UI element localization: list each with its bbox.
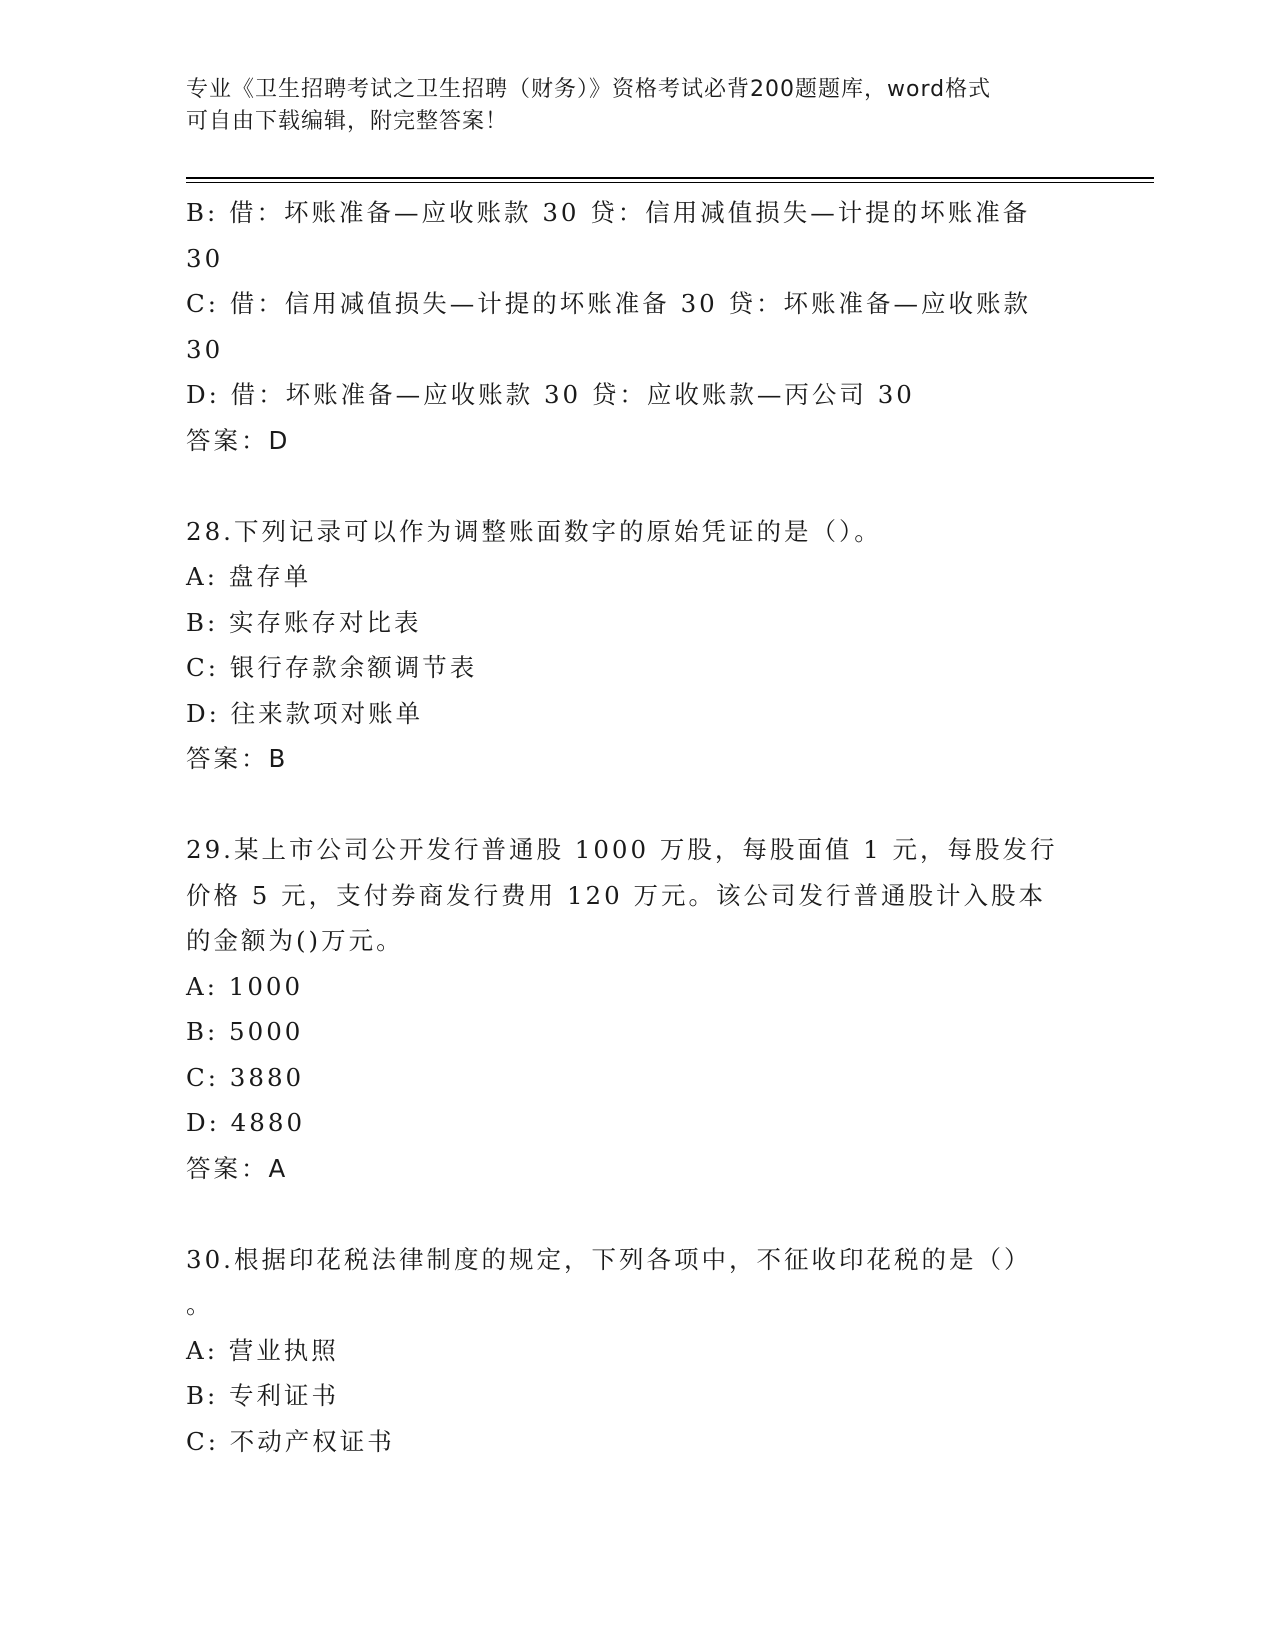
question-27-fragment [186, 190, 1066, 463]
document-header [186, 74, 1066, 138]
header-rule-thick [186, 177, 1154, 179]
question-28 [186, 509, 1066, 782]
question-text-line1: 30.根据印花税法律制度的规定，下列各项中，不征收印花税的是（） [186, 1244, 1032, 1274]
option-d: D: 往来款项对账单 [186, 698, 424, 728]
option-b: B: 借：坏账准备—应收账款 30 贷：信用减值损失—计提的坏账准备 [186, 198, 1031, 227]
option-a: A: 盘存单 [186, 562, 312, 591]
answer-label: 答案：A [186, 1153, 289, 1183]
option-d: D: 借：坏账准备—应收账款 30 贷：应收账款—丙公司 30 [186, 380, 915, 409]
option-b: B: 专利证书 [186, 1381, 340, 1410]
option-b-continued: 30 [186, 243, 224, 273]
option-c: C: 银行存款余额调节表 [186, 653, 478, 682]
spacer [186, 1191, 1066, 1237]
answer-label: 答案：D [186, 425, 291, 455]
option-c: C: 3880 [186, 1062, 305, 1092]
header-title-line1: 专业《卫生招聘考试之卫生招聘（财务）》资格考试必背200题题库，word格式 [186, 77, 992, 102]
question-text: 28.下列记录可以作为调整账面数字的原始凭证的是（）。 [186, 516, 882, 546]
option-c: C: 不动产权证书 [186, 1426, 395, 1456]
question-text-line2: 价格 5 元，支付券商发行费用 120 万元。该公司发行普通股计入股本 [186, 880, 1046, 910]
question-30 [186, 1237, 1066, 1465]
question-text-line1: 29.某上市公司公开发行普通股 1000 万股，每股面值 1 元，每股发行 [186, 835, 1058, 864]
header-title-line2: 可自由下载编辑，附完整答案！ [186, 109, 509, 134]
answer-label: 答案：B [186, 744, 289, 773]
spacer [186, 463, 1066, 509]
question-29 [186, 827, 1066, 1191]
question-content [186, 190, 1066, 1464]
question-text-line3: 的金额为()万元。 [186, 926, 404, 955]
option-c: C: 借：信用减值损失—计提的坏账准备 30 贷：坏账准备—应收账款 [186, 289, 1032, 318]
option-c-continued: 30 [186, 334, 224, 364]
header-rule-thin [186, 182, 1154, 183]
question-text-line2: 。 [186, 1290, 214, 1319]
option-d: D: 4880 [186, 1108, 306, 1137]
spacer [186, 782, 1066, 828]
option-a: A: 营业执照 [186, 1335, 339, 1365]
option-b: B: 实存账存对比表 [186, 607, 422, 637]
option-a: A: 1000 [186, 971, 304, 1001]
option-b: B: 5000 [186, 1017, 304, 1046]
